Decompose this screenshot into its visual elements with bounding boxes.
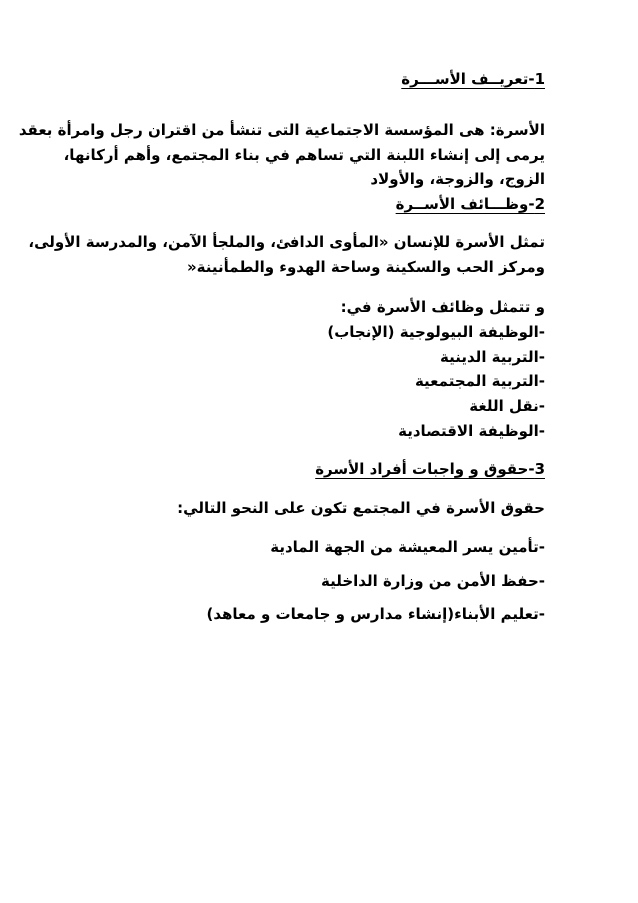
section2-heading: 2-وظـــائف الأســرة — [395, 195, 545, 213]
rights-item-3: -تعليم الأبناء(إنشاء مدارس و جامعات و معاهد) — [206, 605, 545, 623]
section2-para-line-1: تمثل الأسرة للإنسان «المأوى الدافئ، والملجأ الآمن، والمدرسة الأولى، — [28, 233, 545, 251]
functions-intro: و تتمثل وظائف الأسرة في: — [340, 298, 545, 316]
section2-para-line-2: ومركز الحب والسكينة وساحة الهدوء والطمأنينة« — [186, 258, 545, 276]
section1-para-line-2: يرمى إلى إنشاء اللبنة التي تساهم في بناء المجتمع، وأهم أركانها، — [63, 146, 545, 164]
rights-intro: حقوق الأسرة في المجتمع تكون على النحو التالي: — [177, 499, 545, 517]
section1-heading: 1-تعريــف الأســـرة — [401, 70, 545, 88]
function-item-2: -التربية الدينية — [440, 348, 545, 366]
section1-para-line-1: الأسرة: هى المؤسسة الاجتماعية التى تنشأ من اقتران رجل وامرأة بعقد — [18, 121, 545, 139]
section1-para-line-3: الزوج، والزوجة، والأولاد — [370, 170, 545, 188]
function-item-4: -نقل اللغة — [469, 397, 545, 415]
function-item-3: -التربية المجتمعية — [414, 372, 545, 390]
rights-item-2: -حفظ الأمن من وزارة الداخلية — [321, 572, 545, 590]
section3-heading: 3-حقوق و واجبات أفراد الأسرة — [315, 460, 545, 478]
function-item-1: -الوظيفة البيولوجية (الإنجاب) — [327, 323, 545, 341]
rights-item-1: -تأمين يسر المعيشة من الجهة المادية — [270, 538, 545, 556]
function-item-5: -الوظيفة الاقتصادية — [398, 422, 545, 440]
